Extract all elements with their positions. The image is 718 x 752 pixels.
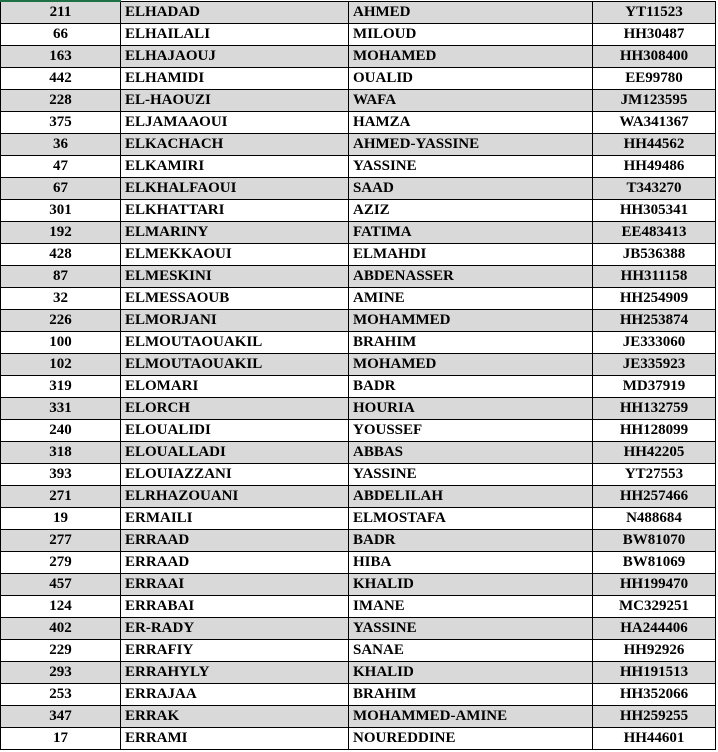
first-name-cell[interactable]: BRAHIM	[349, 684, 593, 706]
number-cell[interactable]: 318	[1, 442, 121, 464]
table-row	[1, 288, 716, 310]
table-row	[1, 618, 716, 640]
id-cell[interactable]: YT11523	[593, 1, 716, 24]
id-cell[interactable]: WA341367	[593, 112, 716, 134]
table-row	[1, 1, 716, 24]
table-row	[1, 354, 716, 376]
first-name-cell[interactable]: HOURIA	[349, 398, 593, 420]
number-cell[interactable]: 66	[1, 24, 121, 46]
id-cell[interactable]: EE483413	[593, 222, 716, 244]
id-cell[interactable]: N488684	[593, 508, 716, 530]
first-name-cell[interactable]: AHMED	[349, 1, 593, 24]
first-name-cell[interactable]: YASSINE	[349, 618, 593, 640]
last-name-cell[interactable]: ELOUIAZZANI	[121, 464, 349, 486]
last-name-cell[interactable]: ELHAMIDI	[121, 68, 349, 90]
number-cell[interactable]: 19	[1, 508, 121, 530]
number-cell[interactable]: 211	[1, 1, 121, 24]
last-name-cell[interactable]: ERMAILI	[121, 508, 349, 530]
number-cell[interactable]: 124	[1, 596, 121, 618]
number-cell[interactable]: 240	[1, 420, 121, 442]
id-cell[interactable]: BW81069	[593, 552, 716, 574]
table-row	[1, 442, 716, 464]
last-name-cell[interactable]: ERRAK	[121, 706, 349, 728]
first-name-cell[interactable]: WAFA	[349, 90, 593, 112]
first-name-cell[interactable]: AZIZ	[349, 200, 593, 222]
id-cell[interactable]: HH92926	[593, 640, 716, 662]
number-cell[interactable]: 301	[1, 200, 121, 222]
table-body	[1, 1, 716, 750]
last-name-cell[interactable]: ERRAAD	[121, 530, 349, 552]
id-cell[interactable]: HH352066	[593, 684, 716, 706]
number-cell[interactable]: 393	[1, 464, 121, 486]
id-cell[interactable]: EE99780	[593, 68, 716, 90]
first-name-cell[interactable]: MOHAMED	[349, 354, 593, 376]
table-row	[1, 552, 716, 574]
last-name-cell[interactable]: ELORCH	[121, 398, 349, 420]
id-cell[interactable]: HH30487	[593, 24, 716, 46]
first-name-cell[interactable]: SAAD	[349, 178, 593, 200]
last-name-cell[interactable]: ELMESSAOUB	[121, 288, 349, 310]
first-name-cell[interactable]: OUALID	[349, 68, 593, 90]
last-name-cell[interactable]: ERRAFIY	[121, 640, 349, 662]
number-cell[interactable]: 457	[1, 574, 121, 596]
first-name-cell[interactable]: FATIMA	[349, 222, 593, 244]
number-cell[interactable]: 347	[1, 706, 121, 728]
first-name-cell[interactable]: MOHAMMED-AMINE	[349, 706, 593, 728]
first-name-cell[interactable]: ELMAHDI	[349, 244, 593, 266]
last-name-cell[interactable]: ELMOUTAOUAKIL	[121, 354, 349, 376]
last-name-cell[interactable]: ELOUALLADI	[121, 442, 349, 464]
id-cell[interactable]: HH311158	[593, 266, 716, 288]
first-name-cell[interactable]: HIBA	[349, 552, 593, 574]
id-cell[interactable]: HH254909	[593, 288, 716, 310]
id-cell[interactable]: HH128099	[593, 420, 716, 442]
first-name-cell[interactable]: ELMOSTAFA	[349, 508, 593, 530]
number-cell[interactable]: 100	[1, 332, 121, 354]
first-name-cell[interactable]: BRAHIM	[349, 332, 593, 354]
table-row	[1, 486, 716, 508]
id-cell[interactable]: HH132759	[593, 398, 716, 420]
id-cell[interactable]: HH305341	[593, 200, 716, 222]
number-cell[interactable]: 163	[1, 46, 121, 68]
table-row	[1, 24, 716, 46]
last-name-cell[interactable]: ERRAAI	[121, 574, 349, 596]
last-name-cell[interactable]: ELKHATTARI	[121, 200, 349, 222]
first-name-cell[interactable]: AMINE	[349, 288, 593, 310]
id-cell[interactable]: HH259255	[593, 706, 716, 728]
last-name-cell[interactable]: ELHADAD	[121, 1, 349, 24]
table-row	[1, 46, 716, 68]
first-name-cell[interactable]: ABDELILAH	[349, 486, 593, 508]
table-row	[1, 684, 716, 706]
last-name-cell[interactable]: ELMORJANI	[121, 310, 349, 332]
id-cell[interactable]: HH253874	[593, 310, 716, 332]
number-cell[interactable]: 226	[1, 310, 121, 332]
last-name-cell[interactable]: ELRHAZOUANI	[121, 486, 349, 508]
number-cell[interactable]: 102	[1, 354, 121, 376]
id-cell[interactable]: HH49486	[593, 156, 716, 178]
id-cell[interactable]: HH42205	[593, 442, 716, 464]
first-name-cell[interactable]: AHMED-YASSINE	[349, 134, 593, 156]
table-row	[1, 376, 716, 398]
last-name-cell[interactable]: ELKACHACH	[121, 134, 349, 156]
table-row	[1, 420, 716, 442]
first-name-cell[interactable]: IMANE	[349, 596, 593, 618]
number-cell[interactable]: 67	[1, 178, 121, 200]
first-name-cell[interactable]: YASSINE	[349, 156, 593, 178]
id-cell[interactable]: BW81070	[593, 530, 716, 552]
first-name-cell[interactable]: NOUREDDINE	[349, 728, 593, 750]
number-cell[interactable]: 17	[1, 728, 121, 750]
first-name-cell[interactable]: HAMZA	[349, 112, 593, 134]
id-cell[interactable]: HH44601	[593, 728, 716, 750]
last-name-cell[interactable]: ER-RADY	[121, 618, 349, 640]
table-row	[1, 662, 716, 684]
id-cell[interactable]: HH44562	[593, 134, 716, 156]
table-row	[1, 596, 716, 618]
first-name-cell[interactable]: BADR	[349, 530, 593, 552]
number-cell[interactable]: 402	[1, 618, 121, 640]
table-row	[1, 266, 716, 288]
first-name-cell[interactable]: YOUSSEF	[349, 420, 593, 442]
table-row	[1, 68, 716, 90]
number-cell[interactable]: 253	[1, 684, 121, 706]
number-cell[interactable]: 36	[1, 134, 121, 156]
first-name-cell[interactable]: MOHAMMED	[349, 310, 593, 332]
table-row	[1, 332, 716, 354]
table-row	[1, 728, 716, 750]
table-row	[1, 706, 716, 728]
number-cell[interactable]: 229	[1, 640, 121, 662]
number-cell[interactable]: 293	[1, 662, 121, 684]
table-row	[1, 244, 716, 266]
first-name-cell[interactable]: BADR	[349, 376, 593, 398]
number-cell[interactable]: 271	[1, 486, 121, 508]
number-cell[interactable]: 319	[1, 376, 121, 398]
first-name-cell[interactable]: SANAE	[349, 640, 593, 662]
number-cell[interactable]: 442	[1, 68, 121, 90]
number-cell[interactable]: 228	[1, 90, 121, 112]
first-name-cell[interactable]: ABDENASSER	[349, 266, 593, 288]
number-cell[interactable]: 192	[1, 222, 121, 244]
id-cell[interactable]: MD37919	[593, 376, 716, 398]
last-name-cell[interactable]: ELKHALFAOUI	[121, 178, 349, 200]
id-cell[interactable]: HH191513	[593, 662, 716, 684]
number-cell[interactable]: 375	[1, 112, 121, 134]
id-cell[interactable]: HH308400	[593, 46, 716, 68]
number-cell[interactable]: 277	[1, 530, 121, 552]
first-name-cell[interactable]: MOHAMED	[349, 46, 593, 68]
id-cell[interactable]: JE335923	[593, 354, 716, 376]
id-cell[interactable]: MC329251	[593, 596, 716, 618]
table-row	[1, 574, 716, 596]
number-cell[interactable]: 87	[1, 266, 121, 288]
table-row	[1, 134, 716, 156]
last-name-cell[interactable]: ERRAHYLY	[121, 662, 349, 684]
id-cell[interactable]: JB536388	[593, 244, 716, 266]
table-row	[1, 200, 716, 222]
table-row	[1, 530, 716, 552]
number-cell[interactable]: 47	[1, 156, 121, 178]
id-cell[interactable]: HH199470	[593, 574, 716, 596]
last-name-cell[interactable]: ELOUALIDI	[121, 420, 349, 442]
table-row	[1, 112, 716, 134]
table-row	[1, 464, 716, 486]
last-name-cell[interactable]: ELKAMIRI	[121, 156, 349, 178]
last-name-cell[interactable]: ELJAMAAOUI	[121, 112, 349, 134]
first-name-cell[interactable]: KHALID	[349, 662, 593, 684]
table-row	[1, 222, 716, 244]
table-row	[1, 156, 716, 178]
id-cell[interactable]: HH257466	[593, 486, 716, 508]
number-cell[interactable]: 279	[1, 552, 121, 574]
id-cell[interactable]: HA244406	[593, 618, 716, 640]
table-row	[1, 178, 716, 200]
id-cell[interactable]: T343270	[593, 178, 716, 200]
last-name-cell[interactable]: ELHAILALI	[121, 24, 349, 46]
last-name-cell[interactable]: ELMESKINI	[121, 266, 349, 288]
table-row	[1, 310, 716, 332]
first-name-cell[interactable]: MILOUD	[349, 24, 593, 46]
last-name-cell[interactable]: EL-HAOUZI	[121, 90, 349, 112]
first-name-cell[interactable]: ABBAS	[349, 442, 593, 464]
number-cell[interactable]: 428	[1, 244, 121, 266]
table-row	[1, 398, 716, 420]
number-cell[interactable]: 331	[1, 398, 121, 420]
last-name-cell[interactable]: ERRABAI	[121, 596, 349, 618]
number-cell[interactable]: 32	[1, 288, 121, 310]
first-name-cell[interactable]: KHALID	[349, 574, 593, 596]
last-name-cell[interactable]: ERRAMI	[121, 728, 349, 750]
last-name-cell[interactable]: ELHAJAOUJ	[121, 46, 349, 68]
id-cell[interactable]: JM123595	[593, 90, 716, 112]
id-cell[interactable]: YT27553	[593, 464, 716, 486]
last-name-cell[interactable]: ELMEKKAOUI	[121, 244, 349, 266]
table-row	[1, 640, 716, 662]
first-name-cell[interactable]: YASSINE	[349, 464, 593, 486]
table-row	[1, 508, 716, 530]
table-row	[1, 90, 716, 112]
id-cell[interactable]: JE333060	[593, 332, 716, 354]
last-name-cell[interactable]: ELOMARI	[121, 376, 349, 398]
last-name-cell[interactable]: ELMARINY	[121, 222, 349, 244]
last-name-cell[interactable]: ELMOUTAOUAKIL	[121, 332, 349, 354]
last-name-cell[interactable]: ERRAJAA	[121, 684, 349, 706]
last-name-cell[interactable]: ERRAAD	[121, 552, 349, 574]
